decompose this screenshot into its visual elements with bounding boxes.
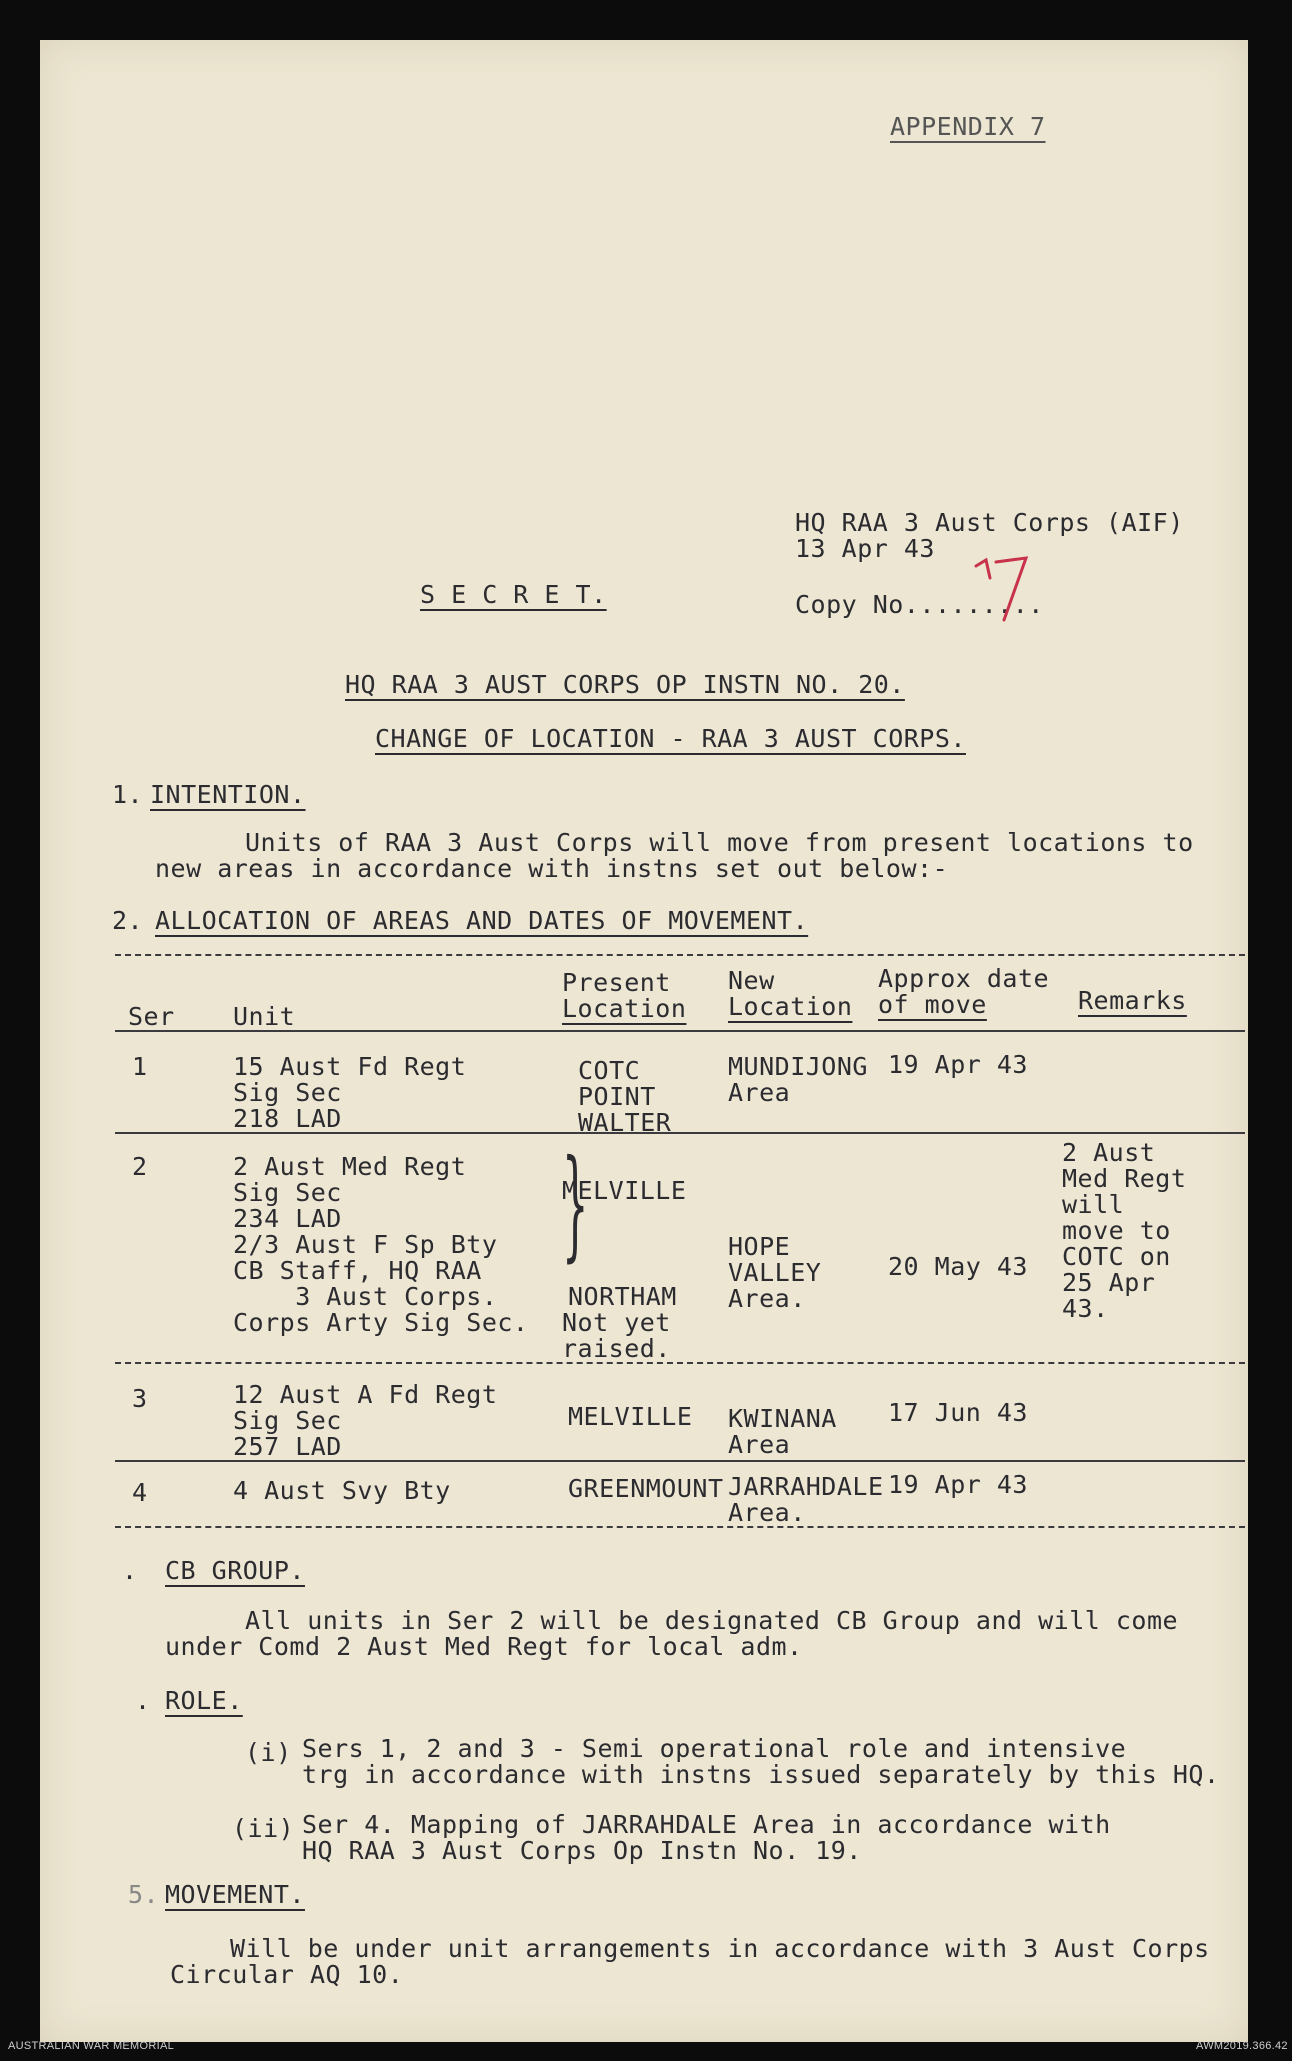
- row-ser: 3: [132, 1384, 148, 1413]
- row-unit-line: 2/3 Aust F Sp Bty: [233, 1230, 498, 1259]
- header-date-1: Approx date: [878, 964, 1050, 993]
- header-present-1: Present: [562, 968, 671, 997]
- document-subtitle: CHANGE OF LOCATION - RAA 3 AUST CORPS.: [375, 724, 966, 753]
- document-title: HQ RAA 3 AUST CORPS OP INSTN NO. 20.: [345, 670, 905, 699]
- header-date-2: of move: [878, 990, 987, 1019]
- row-ser: 4: [132, 1478, 148, 1507]
- row-remarks-line: move to: [1062, 1216, 1171, 1245]
- row-divider: [115, 1460, 1245, 1462]
- row-ser: 2: [132, 1152, 148, 1181]
- row-present-line: MELVILLE: [562, 1176, 687, 1205]
- handwritten-copy-number: [968, 548, 1038, 628]
- section-4-heading: ROLE.: [165, 1686, 243, 1715]
- row-present-line: COTC: [578, 1056, 641, 1085]
- footer-credit: AUSTRALIAN WAR MEMORIAL: [8, 2040, 175, 2052]
- row-present-line: NORTHAM: [568, 1282, 677, 1311]
- section-4-number: .: [135, 1686, 151, 1715]
- copy-number-label: Copy No.........: [795, 590, 1044, 619]
- row-unit-line: Sig Sec: [233, 1078, 342, 1107]
- role-item-i-line-2: trg in accordance with instns issued separately by this HQ.: [302, 1760, 1220, 1789]
- row-ser: 1: [132, 1052, 148, 1081]
- section-1-text-line-1: Units of RAA 3 Aust Corps will move from present locations to: [245, 828, 1194, 857]
- row-date: 20 May 43: [888, 1252, 1028, 1281]
- row-new-line: HOPE: [728, 1232, 791, 1261]
- row-remarks-line: 43.: [1062, 1294, 1109, 1323]
- row-divider: [115, 1132, 1245, 1134]
- row-present-line: WALTER: [578, 1108, 672, 1137]
- row-unit-line: 2 Aust Med Regt: [233, 1152, 467, 1181]
- section-3-heading: CB GROUP.: [165, 1556, 305, 1585]
- section-3-text-line-2: under Comd 2 Aust Med Regt for local adm.: [165, 1632, 803, 1661]
- section-5-text-line-2: Circular AQ 10.: [170, 1960, 404, 1989]
- footer-accession-number: AWM2019.366.42: [1196, 2040, 1288, 2052]
- header-remarks: Remarks: [1078, 986, 1187, 1015]
- row-unit-line: Sig Sec: [233, 1178, 342, 1207]
- row-remarks-line: will: [1062, 1190, 1125, 1219]
- header-unit: Unit: [233, 1002, 296, 1031]
- origin-date: 13 Apr 43: [795, 534, 935, 563]
- role-item-ii-line-2: HQ RAA 3 Aust Corps Op Instn No. 19.: [302, 1836, 862, 1865]
- header-new-2: Location: [728, 992, 853, 1021]
- row-new-line: Area.: [728, 1498, 806, 1527]
- grouping-brace: }: [561, 1135, 589, 1274]
- row-remarks-line: 2 Aust: [1062, 1138, 1156, 1167]
- row-unit-line: 4 Aust Svy Bty: [233, 1476, 451, 1505]
- row-unit-line: 3 Aust Corps.: [233, 1282, 498, 1311]
- section-3-text-line-1: All units in Ser 2 will be designated CB Group and will come: [245, 1606, 1179, 1635]
- row-present-line: GREENMOUNT: [568, 1474, 724, 1503]
- row-unit-line: 218 LAD: [233, 1104, 342, 1133]
- table-top-rule: [115, 954, 1245, 956]
- row-date: 19 Apr 43: [888, 1050, 1028, 1079]
- row-divider: [115, 1362, 1245, 1364]
- section-2-heading: ALLOCATION OF AREAS AND DATES OF MOVEMENT.: [155, 906, 809, 935]
- section-5-number: 5.: [128, 1880, 160, 1909]
- section-2-number: 2.: [112, 906, 144, 935]
- section-1-number: 1.: [112, 780, 144, 809]
- header-new-1: New: [728, 966, 775, 995]
- role-item-i-label: (i): [245, 1738, 292, 1767]
- row-new-line: MUNDIJONG: [728, 1052, 868, 1081]
- row-unit-line: 12 Aust A Fd Regt: [233, 1380, 498, 1409]
- row-new-line: Area: [728, 1078, 791, 1107]
- row-unit-line: Corps Arty Sig Sec.: [233, 1308, 529, 1337]
- role-item-ii-line-1: Ser 4. Mapping of JARRAHDALE Area in accordance with: [302, 1810, 1111, 1839]
- header-present-2: Location: [562, 994, 687, 1023]
- classification-label: S E C R E T.: [420, 580, 607, 609]
- origin-line-1: HQ RAA 3 Aust Corps (AIF): [795, 508, 1184, 537]
- header-ser: Ser: [128, 1002, 175, 1031]
- row-present-line: Not yet: [562, 1308, 671, 1337]
- document-page: [40, 40, 1248, 2042]
- role-item-i-line-1: Sers 1, 2 and 3 - Semi operational role and intensive: [302, 1734, 1127, 1763]
- section-1-text-line-2: new areas in accordance with instns set out below:-: [155, 854, 949, 883]
- row-new-line: Area.: [728, 1284, 806, 1313]
- row-remarks-line: 25 Apr: [1062, 1268, 1156, 1297]
- row-date: 19 Apr 43: [888, 1470, 1028, 1499]
- section-5-text-line-1: Will be under unit arrangements in accordance with 3 Aust Corps: [230, 1934, 1210, 1963]
- row-unit-line: CB Staff, HQ RAA: [233, 1256, 482, 1285]
- appendix-label: APPENDIX 7: [890, 112, 1046, 141]
- role-item-ii-label: (ii): [232, 1814, 295, 1843]
- section-3-number: .: [122, 1556, 138, 1585]
- section-5-heading: MOVEMENT.: [165, 1880, 305, 1909]
- row-new-line: JARRAHDALE: [728, 1472, 884, 1501]
- row-remarks-line: COTC on: [1062, 1242, 1171, 1271]
- row-new-line: VALLEY: [728, 1258, 822, 1287]
- row-present-line: raised.: [562, 1334, 671, 1363]
- row-new-line: KWINANA: [728, 1404, 837, 1433]
- header-rule: [115, 1030, 1245, 1032]
- row-remarks-line: Med Regt: [1062, 1164, 1187, 1193]
- row-present-line: MELVILLE: [568, 1402, 693, 1431]
- row-date: 17 Jun 43: [888, 1398, 1028, 1427]
- row-present-line: POINT: [578, 1082, 656, 1111]
- table-bottom-rule: [115, 1526, 1245, 1528]
- row-unit-line: 257 LAD: [233, 1432, 342, 1461]
- row-unit-line: 15 Aust Fd Regt: [233, 1052, 467, 1081]
- row-new-line: Area: [728, 1430, 791, 1459]
- row-unit-line: Sig Sec: [233, 1406, 342, 1435]
- row-unit-line: 234 LAD: [233, 1204, 342, 1233]
- section-1-heading: INTENTION.: [150, 780, 306, 809]
